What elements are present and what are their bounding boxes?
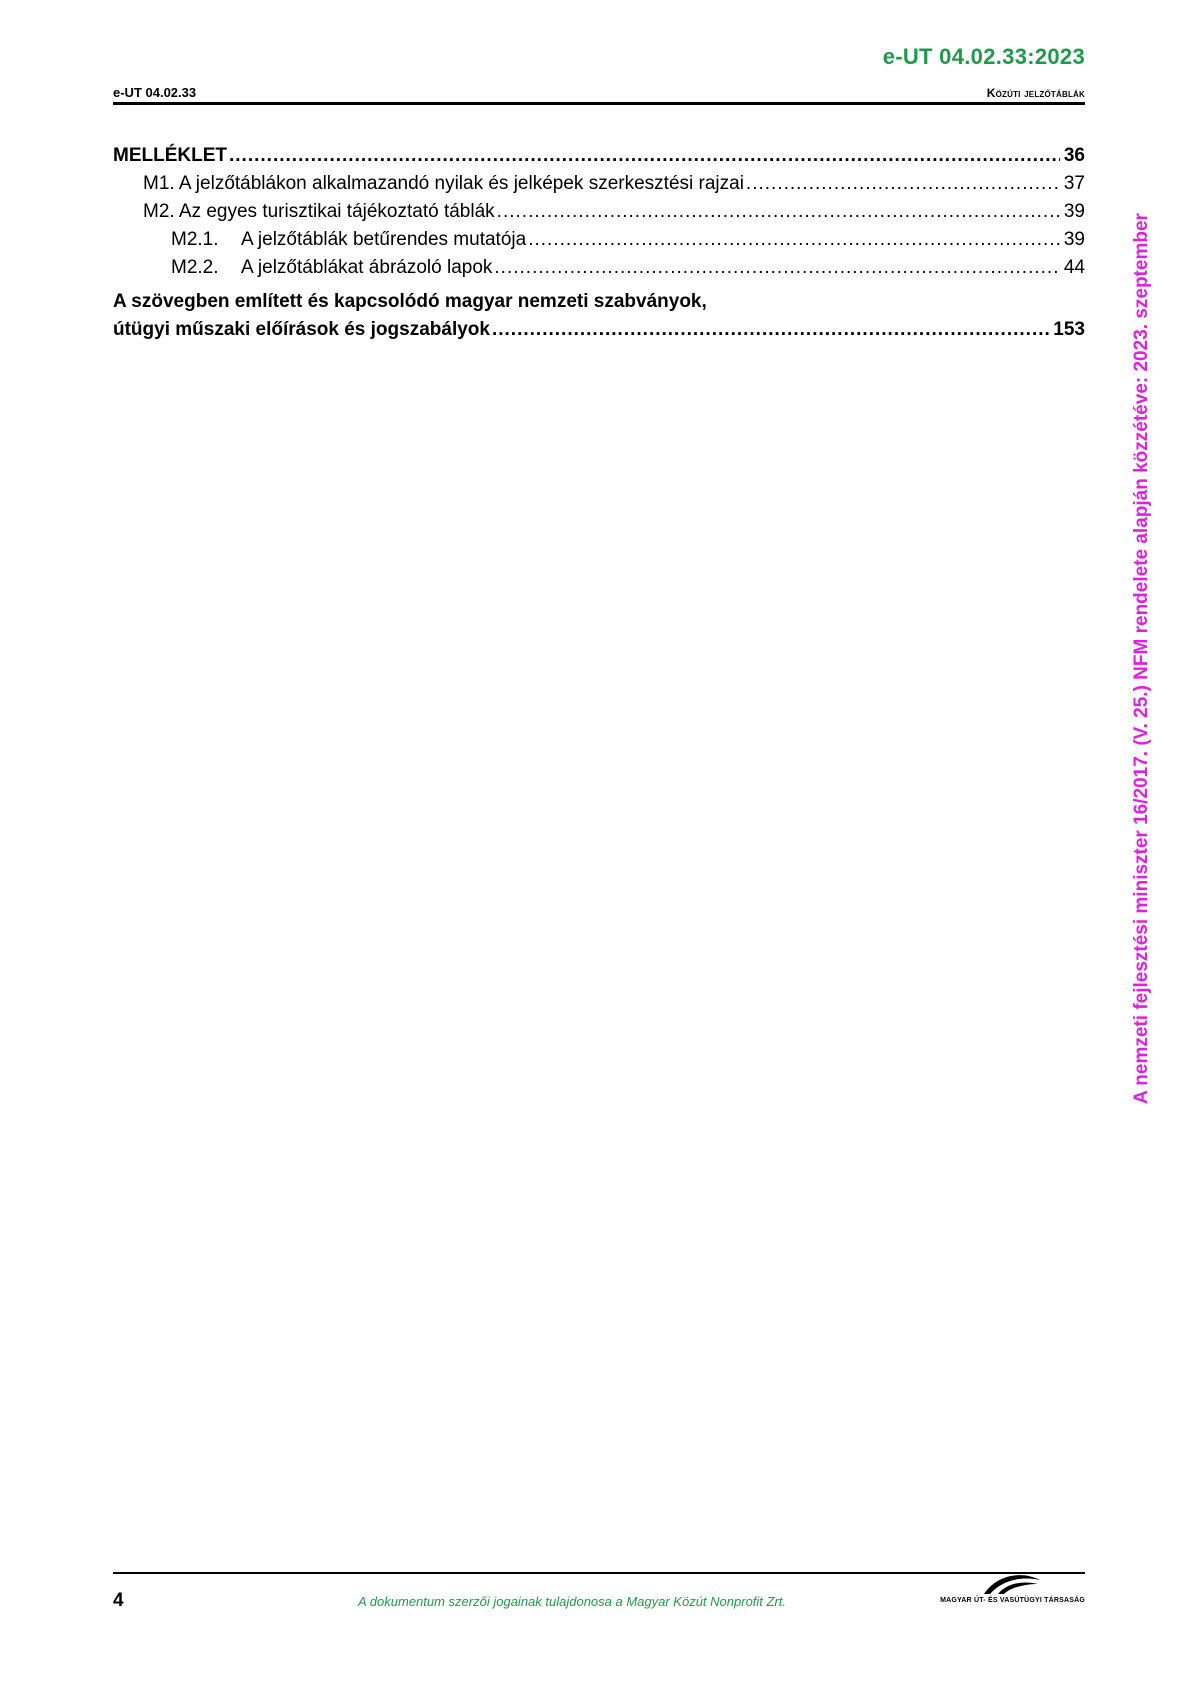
toc-entry-m2[interactable] [113, 198, 1085, 226]
toc-entry-title: M2. Az egyes turisztikai tájékoztató táblák [143, 201, 495, 222]
toc-leader-dots [229, 142, 1060, 170]
header-document-title: Közúti jelzőtáblák [986, 86, 1085, 100]
toc-entry-m1[interactable] [113, 170, 1085, 198]
toc-entry-title: MELLÉKLET [113, 145, 227, 166]
publication-side-stamp: A nemzeti fejlesztési miniszter 16/2017. (V. 25.) NFM rendelete alapján közzétéve: 2023. szeptember [1131, 213, 1152, 1104]
toc-entry-m2-2[interactable] [113, 254, 1085, 282]
toc-entry-page: 44 [1063, 257, 1085, 278]
toc-entry-title-line1: A szövegben említett és kapcsolódó magyar nemzeti szabványok, [113, 291, 707, 312]
document-code-stamp: e-UT 04.02.33:2023 [882, 44, 1085, 69]
toc-entry-title: A jelzőtáblákat ábrázoló lapok [241, 257, 493, 278]
toc-entry-melleklet[interactable] [113, 142, 1085, 170]
road-swoosh-icon [982, 1572, 1042, 1596]
toc-leader-dots [492, 316, 1049, 344]
toc-entry-standards[interactable] [113, 288, 1085, 344]
footer-page-number: 4 [113, 1590, 124, 1611]
toc-entry-m2-1[interactable] [113, 226, 1085, 254]
society-logo-text: MAGYAR ÚT- ÉS VASÚTÜGYI TÁRSASÁG [940, 1597, 1085, 1604]
society-logo [940, 1572, 1085, 1612]
toc-entry-title: A jelzőtáblák betűrendes mutatója [241, 229, 527, 250]
toc-entry-number: M2.2. [171, 257, 219, 278]
toc-entry-page: 39 [1063, 229, 1085, 250]
footer-copyright: A dokumentum szerzői jogainak tulajdonosa a Magyar Közút Nonprofit Zrt. [358, 1594, 787, 1609]
toc-leader-dots [497, 198, 1060, 226]
toc-entry-page: 39 [1063, 201, 1085, 222]
toc-entry-number: M2.1. [171, 229, 219, 250]
toc-leader-dots [528, 226, 1060, 254]
toc-entry-page: 36 [1063, 145, 1085, 166]
toc-leader-dots [746, 170, 1060, 198]
toc-leader-dots [494, 254, 1059, 282]
header-document-code: e-UT 04.02.33 [113, 85, 197, 100]
header-rule [113, 102, 1085, 105]
toc-entry-page: 153 [1053, 319, 1085, 340]
table-of-contents [113, 142, 1085, 344]
toc-entry-title: M1. A jelzőtáblákon alkalmazandó nyilak és jelképek szerkesztési rajzai [143, 173, 744, 194]
toc-entry-page: 37 [1063, 173, 1085, 194]
toc-entry-title-line2: útügyi műszaki előírások és jogszabályok [113, 319, 490, 340]
